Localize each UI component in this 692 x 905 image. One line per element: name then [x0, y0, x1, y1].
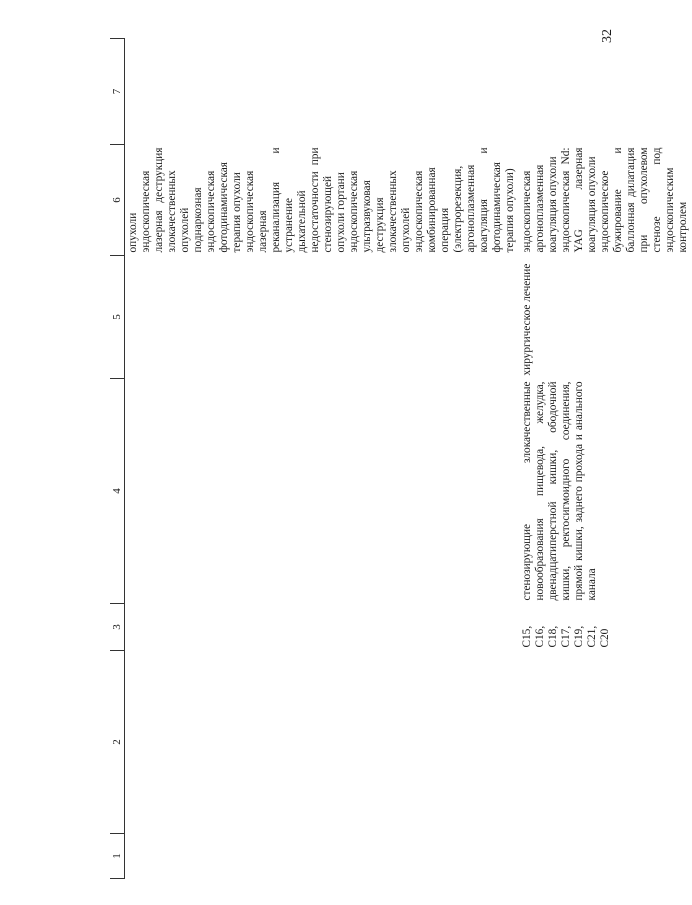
- cell-1: [125, 834, 520, 879]
- cell-4: [125, 379, 520, 604]
- treatment-type-cell: хирургическое лечение: [521, 263, 533, 376]
- cell-1: [519, 834, 692, 879]
- column-number-row: [110, 39, 125, 879]
- cell-3: [125, 604, 520, 651]
- cell-7: [125, 39, 520, 145]
- cell-2: [519, 651, 692, 834]
- procedures-table: [110, 38, 692, 879]
- diagnosis-cell: стенозирующие злокачественные новообразования пищевода, желудка, двенадцатиперстной кишки, ободочной кишки, ректосигмоидного соединения, прямой кишки, заднего прохода и анального канала: [521, 381, 598, 601]
- rotated-table-container: [110, 39, 689, 879]
- cell-2: [125, 651, 520, 834]
- column-number-3: 3: [110, 604, 125, 651]
- methods-cell-upper: опухоли эндоскопическая лазерная деструкция злокачественных опухолей поднаркозная эндоскопическая фотодинамическая терапия опухоли эндоскопическая лазерная реканализация и устранение дыхательной недостаточности при стенозирующей опухоли гортани эндоскопическая ультразвуковая деструкция злокачественных опухолей эндоскопическая комбинированная операция (электрорезекция, аргоноплазменная коагуляция и фотодинамическая терапия опухоли): [127, 147, 516, 253]
- column-number-6: 6: [110, 145, 125, 256]
- cell-5: [125, 256, 520, 379]
- column-number-7: 7: [110, 39, 125, 145]
- column-number-1: 1: [110, 834, 125, 879]
- table-row-upper: [125, 39, 520, 879]
- column-number-2: 2: [110, 651, 125, 834]
- column-number-5: 5: [110, 256, 125, 379]
- icd-codes-cell: C15, C16, C18, C17, C19, C21, C20: [521, 625, 611, 648]
- cell-7: [519, 39, 692, 145]
- column-number-4: 4: [110, 379, 125, 604]
- methods-cell-lower: эндоскопическая аргоноплазменная коагуляция опухоли эндоскопическая Nd: YAG лазерная коагуляция опухоли эндоскопическое бужирование и баллонная дилатация при опухолевом стенозе под эндоскопическим контролем: [521, 147, 689, 253]
- table-row-lower: [519, 39, 692, 879]
- page-number: 32: [600, 29, 615, 43]
